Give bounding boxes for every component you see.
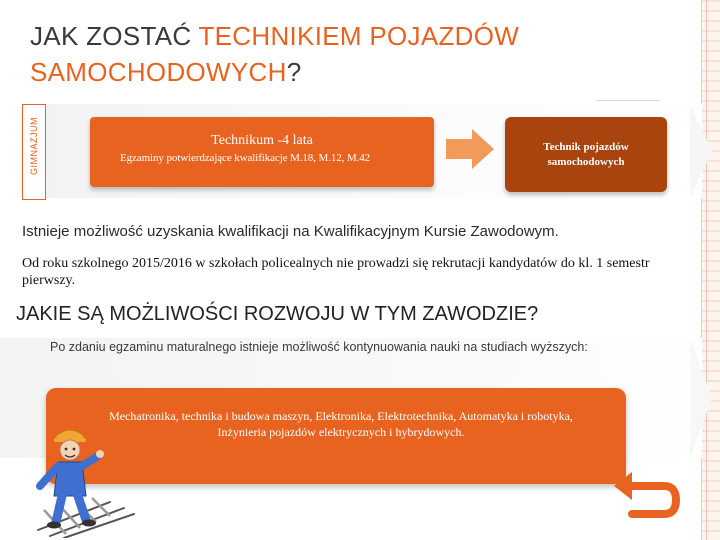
- worker-illustration: [30, 410, 140, 538]
- step-technikum-title: Technikum -4 lata: [211, 133, 313, 148]
- step-technik-title: Technik pojazdów samochodowych: [543, 140, 629, 168]
- page-title: [30, 18, 650, 90]
- title-part1: JAK ZOSTAĆ: [30, 21, 199, 51]
- flow-band-tip: [690, 104, 712, 198]
- title-divider: [596, 100, 660, 101]
- title-part2: ?: [286, 57, 302, 87]
- title-highlight2: SAMOCHODOWYCH: [30, 57, 287, 87]
- arrow-right-icon: [446, 129, 494, 169]
- studies-text: Mechatronika, technika i budowa maszyn, Elektronika, Elektrotechnika, Automatyka i robotyka, Inżynieria pojazdów elektrycznych i hybrydowych.: [109, 409, 573, 439]
- title-highlight1: TECHNIKIEM POJAZDÓW: [198, 21, 520, 51]
- stage-tab-gimnazjum: [22, 104, 46, 200]
- step-technikum: [90, 117, 434, 187]
- recruitment-note: Od roku szkolnego 2015/2016 w szkołach policealnych nie prowadzi się rekrutacji kandydatów do kl. 1 semestr pierwszy.: [22, 256, 650, 288]
- step-technik-result: [505, 117, 667, 192]
- step-technikum-subtitle: Egzaminy potwierdzające kwalifikacje M.18, M.12, M.42: [120, 152, 371, 164]
- decorative-right-border: [701, 0, 720, 540]
- development-band-tip: [690, 338, 712, 458]
- development-intro: Po zdaniu egzaminu maturalnego istnieje możliwość kontynuowania nauki na studiach wyższych:: [50, 340, 588, 354]
- course-note: Istnieje możliwość uzyskania kwalifikacji na Kwalifikacyjnym Kursie Zawodowym.: [22, 223, 559, 240]
- stage-label: GIMNAZJUM: [29, 117, 39, 175]
- development-heading: JAKIE SĄ MOŻLIWOŚCI ROZWOJU W TYM ZAWODZIE?: [16, 303, 539, 325]
- back-arrow-icon[interactable]: [612, 466, 684, 524]
